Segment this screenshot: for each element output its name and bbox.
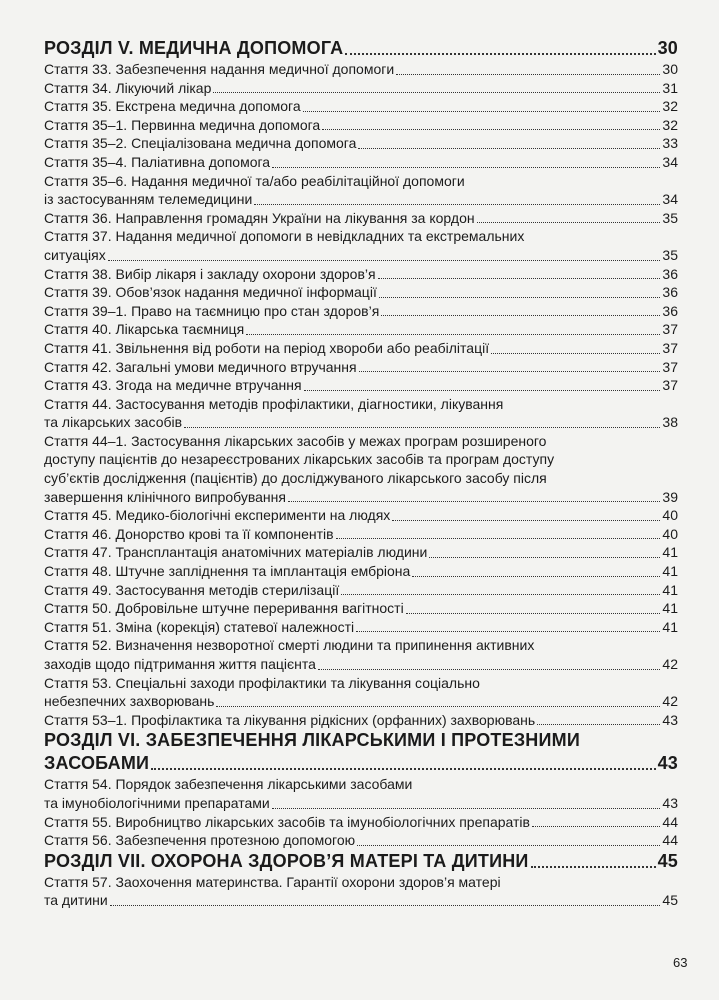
toc-entry-text: Стаття 55. Виробництво лікарських засобів та імунобіологічних препаратів <box>44 813 530 830</box>
toc-entry-text: Стаття 40. Лікарська таємниця <box>44 321 245 338</box>
dot-leader <box>345 53 655 55</box>
dot-leader <box>108 260 661 261</box>
dot-leader <box>491 353 660 354</box>
toc-entry-text: небезпечних захворювань <box>44 693 215 710</box>
toc-entry-text: РОЗДІЛ VI. ЗАБЕЗПЕЧЕННЯ ЛІКАРСЬКИМИ І ПРОТЕЗНИМИ <box>44 730 580 751</box>
toc-entry-text: ЗАСОБАМИ <box>44 753 150 774</box>
toc-line <box>44 432 678 451</box>
toc-line <box>44 543 678 562</box>
toc-page-number: 35 <box>662 246 678 263</box>
toc-article-entry <box>44 209 678 228</box>
toc-line <box>44 752 678 775</box>
toc-page-number: 42 <box>662 693 678 710</box>
toc-entry-text: Стаття 48. Штучне запліднення та імплантація ембріона <box>44 563 411 580</box>
toc-page-number: 41 <box>662 563 678 580</box>
dot-leader <box>396 74 660 75</box>
toc-line <box>44 599 678 618</box>
toc-line <box>44 209 678 228</box>
toc-line <box>44 562 678 581</box>
toc-line <box>44 227 678 246</box>
toc-line <box>44 729 678 752</box>
table-of-contents <box>44 37 678 910</box>
dot-leader <box>216 706 660 707</box>
toc-page-number: 40 <box>662 525 678 542</box>
toc-article-entry <box>44 873 678 910</box>
dot-leader <box>272 808 661 809</box>
toc-line <box>44 581 678 600</box>
toc-line <box>44 283 678 302</box>
toc-line <box>44 850 678 873</box>
dot-leader <box>537 724 660 725</box>
toc-entry-text: Стаття 34. Лікуючий лікар <box>44 79 212 96</box>
toc-entry-text: Стаття 45. Медико-біологічні експерименти на людях <box>44 507 391 524</box>
toc-entry-text: Стаття 38. Вибір лікаря і закладу охорони здоров’я <box>44 265 376 282</box>
toc-article-entry <box>44 283 678 302</box>
toc-line <box>44 469 678 488</box>
dot-leader <box>477 222 661 223</box>
dot-leader <box>184 427 660 428</box>
toc-section-entry <box>44 729 678 775</box>
dot-leader <box>429 557 660 558</box>
toc-line <box>44 246 678 265</box>
dot-leader <box>356 631 660 632</box>
toc-line <box>44 506 678 525</box>
toc-entry-text: Стаття 44. Застосування методів профілактики, діагностики, лікування <box>44 395 504 412</box>
page-number: 63 <box>673 955 688 970</box>
toc-article-entry <box>44 636 678 673</box>
dot-leader <box>381 315 660 316</box>
toc-section-entry <box>44 850 678 873</box>
toc-entry-text: Стаття 51. Зміна (корекція) статевої належності <box>44 618 355 635</box>
toc-entry-text: заходів щодо підтримання життя пацієнта <box>44 656 316 672</box>
dot-leader <box>304 390 661 391</box>
toc-entry-text: та дитини <box>44 892 108 909</box>
toc-line <box>44 525 678 544</box>
toc-article-entry <box>44 172 678 209</box>
toc-line <box>44 831 678 850</box>
toc-page-number: 39 <box>662 488 678 505</box>
toc-entry-text: Стаття 39. Обов’язок надання медичної інформації <box>44 284 377 301</box>
toc-entry-text: із застосуванням телемедицини <box>44 191 253 208</box>
toc-page-number: 36 <box>662 265 678 282</box>
toc-article-entry <box>44 618 678 637</box>
toc-entry-text: Стаття 52. Визначення незворотної смерті людини та припинення активних <box>44 637 535 654</box>
toc-entry-text: Стаття 41. Звільнення від роботи на період хвороби або реабілітації <box>44 339 490 356</box>
toc-line <box>44 775 678 794</box>
toc-line <box>44 172 678 191</box>
dot-leader <box>532 826 660 827</box>
dot-leader <box>412 576 660 577</box>
toc-article-entry <box>44 506 678 525</box>
toc-article-entry <box>44 775 678 812</box>
toc-entry-text: Стаття 53–1. Профілактика та лікування рідкісних (орфанних) захворювань <box>44 711 536 728</box>
toc-article-entry <box>44 339 678 358</box>
dot-leader <box>254 204 660 205</box>
toc-page-number: 31 <box>662 79 678 96</box>
toc-page-number: 34 <box>662 191 678 208</box>
toc-article-entry <box>44 525 678 544</box>
toc-line <box>44 79 678 98</box>
toc-line <box>44 450 678 469</box>
toc-line <box>44 395 678 414</box>
toc-article-entry <box>44 376 678 395</box>
toc-line <box>44 134 678 153</box>
toc-article-entry <box>44 116 678 135</box>
toc-page-number: 41 <box>662 581 678 598</box>
toc-line <box>44 37 678 60</box>
dot-leader <box>213 92 660 93</box>
toc-article-entry <box>44 320 678 339</box>
toc-page-number: 37 <box>662 358 678 375</box>
toc-entry-text: Стаття 56. Забезпечення протезною допомогою <box>44 832 356 849</box>
toc-entry-text: Стаття 35–4. Паліативна допомога <box>44 153 271 170</box>
toc-page-number: 32 <box>662 116 678 133</box>
toc-line <box>44 692 678 711</box>
toc-line <box>44 413 678 432</box>
toc-entry-text: Стаття 35–1. Первинна медична допомога <box>44 116 321 133</box>
toc-section-entry <box>44 37 678 60</box>
toc-entry-text: РОЗДІЛ VII. ОХОРОНА ЗДОРОВ’Я МАТЕРІ ТА ДИТИНИ <box>44 850 529 871</box>
toc-entry-text: та імунобіологічними препаратами <box>44 794 270 811</box>
toc-line <box>44 794 678 813</box>
toc-page-number: 37 <box>662 321 678 338</box>
dot-leader <box>318 669 660 670</box>
toc-article-entry <box>44 265 678 284</box>
toc-entry-text: Стаття 33. Забезпечення надання медичної допомоги <box>44 61 395 77</box>
dot-leader <box>246 334 660 335</box>
toc-entry-text: Стаття 54. Порядок забезпечення лікарськими засобами <box>44 776 413 793</box>
toc-article-entry <box>44 581 678 600</box>
toc-page-number: 36 <box>662 302 678 319</box>
dot-leader <box>379 297 661 298</box>
toc-article-entry <box>44 831 678 850</box>
toc-line <box>44 674 678 693</box>
toc-line <box>44 655 678 674</box>
toc-entry-text: РОЗДІЛ V. МЕДИЧНА ДОПОМОГА <box>44 38 344 58</box>
toc-line <box>44 339 678 358</box>
dot-leader <box>336 538 661 539</box>
toc-article-entry <box>44 674 678 711</box>
toc-page-number: 37 <box>662 339 678 356</box>
toc-line <box>44 320 678 339</box>
toc-line <box>44 153 678 172</box>
toc-line <box>44 813 678 832</box>
toc-page-number: 40 <box>662 507 678 524</box>
toc-entry-text: Стаття 50. Добровільне штучне переривання вагітності <box>44 600 404 617</box>
toc-article-entry <box>44 79 678 98</box>
toc-line <box>44 358 678 377</box>
toc-entry-text: Стаття 44–1. Застосування лікарських засобів у межах програм розширеного <box>44 432 547 449</box>
toc-line <box>44 711 678 730</box>
toc-entry-text: Стаття 42. Загальні умови медичного втручання <box>44 358 357 375</box>
toc-page-number: 33 <box>662 135 678 152</box>
toc-line <box>44 636 678 655</box>
toc-page-number: 30 <box>657 38 678 58</box>
toc-entry-text: ситуаціях <box>44 246 106 263</box>
toc-entry-text: Стаття 35–6. Надання медичної та/або реабілітаційної допомоги <box>44 172 465 189</box>
toc-page-number: 34 <box>662 153 678 170</box>
dot-leader <box>303 111 661 112</box>
toc-article-entry <box>44 711 678 730</box>
toc-entry-text: завершення клінічного випробування <box>44 488 286 505</box>
dot-leader <box>341 594 660 595</box>
toc-article-entry <box>44 134 678 153</box>
toc-entry-text: Стаття 36. Направлення громадян України на лікування за кордон <box>44 209 475 226</box>
toc-page-number: 43 <box>662 794 678 811</box>
toc-entry-text: Стаття 35–2. Спеціалізована медична допомога <box>44 135 357 152</box>
toc-entry-text: Стаття 49. Застосування методів стерилізації <box>44 581 340 598</box>
dot-leader <box>378 278 661 279</box>
dot-leader <box>392 520 660 521</box>
toc-page-number: 41 <box>662 600 678 617</box>
toc-article-entry <box>44 227 678 264</box>
toc-article-entry <box>44 562 678 581</box>
toc-line <box>44 190 678 209</box>
toc-line <box>44 488 678 507</box>
toc-entry-text: Стаття 39–1. Право на таємницю про стан здоров’я <box>44 302 380 319</box>
toc-line <box>44 265 678 284</box>
toc-entry-text: Стаття 53. Спеціальні заходи профілактики та лікування соціально <box>44 674 480 691</box>
toc-page-number: 43 <box>657 753 678 774</box>
toc-page-number: 35 <box>662 209 678 226</box>
toc-line <box>44 376 678 395</box>
toc-page-number: 30 <box>662 61 678 77</box>
dot-leader <box>531 866 656 868</box>
dot-leader <box>322 129 660 130</box>
toc-page-number: 41 <box>662 618 678 635</box>
toc-page-number: 45 <box>657 850 678 871</box>
toc-page-number: 32 <box>662 98 678 115</box>
toc-article-entry <box>44 543 678 562</box>
toc-page-number: 44 <box>662 832 678 849</box>
toc-page-number: 37 <box>662 377 678 394</box>
toc-entry-text: Стаття 47. Трансплантація анатомічних матеріалів людини <box>44 544 428 561</box>
toc-line <box>44 891 678 910</box>
toc-line <box>44 97 678 116</box>
dot-leader <box>359 371 661 372</box>
toc-line <box>44 618 678 637</box>
dot-leader <box>406 613 661 614</box>
toc-entry-text: Стаття 57. Заохочення материнства. Гарантії охорони здоров’я матері <box>44 873 501 890</box>
toc-page-number: 42 <box>662 656 678 672</box>
dot-leader <box>272 167 660 168</box>
toc-article-entry <box>44 432 678 506</box>
toc-entry-text: Стаття 46. Донорство крові та її компонентів <box>44 525 334 542</box>
toc-entry-text: та лікарських засобів <box>44 414 183 431</box>
toc-line <box>44 302 678 321</box>
dot-leader <box>358 148 660 149</box>
toc-article-entry <box>44 153 678 172</box>
toc-entry-text: доступу пацієнтів до незареєстрованих лікарських засобів та програм доступу <box>44 451 555 468</box>
toc-page-number: 38 <box>662 414 678 431</box>
toc-page-number: 41 <box>662 544 678 561</box>
toc-entry-text: Стаття 37. Надання медичної допомоги в невідкладних та екстремальних <box>44 228 525 245</box>
toc-article-entry <box>44 358 678 377</box>
toc-page-number: 45 <box>662 892 678 909</box>
toc-line <box>44 873 678 892</box>
toc-page-number: 44 <box>662 813 678 830</box>
toc-article-entry <box>44 302 678 321</box>
toc-article-entry <box>44 599 678 618</box>
dot-leader <box>151 768 655 770</box>
toc-article-entry <box>44 97 678 116</box>
toc-article-entry <box>44 813 678 832</box>
dot-leader <box>110 905 661 906</box>
toc-line <box>44 116 678 135</box>
dot-leader <box>288 501 660 502</box>
toc-entry-text: Стаття 43. Згода на медичне втручання <box>44 377 302 394</box>
toc-page-number: 36 <box>662 284 678 301</box>
toc-entry-text: суб’єктів дослідження (пацієнтів) до досліджуваного лікарського засобу після <box>44 470 547 487</box>
toc-article-entry <box>44 395 678 432</box>
dot-leader <box>357 845 660 846</box>
toc-article-entry <box>44 60 678 79</box>
toc-page-number: 43 <box>662 711 678 728</box>
toc-line <box>44 60 678 79</box>
toc-entry-text: Стаття 35. Екстрена медична допомога <box>44 98 301 115</box>
